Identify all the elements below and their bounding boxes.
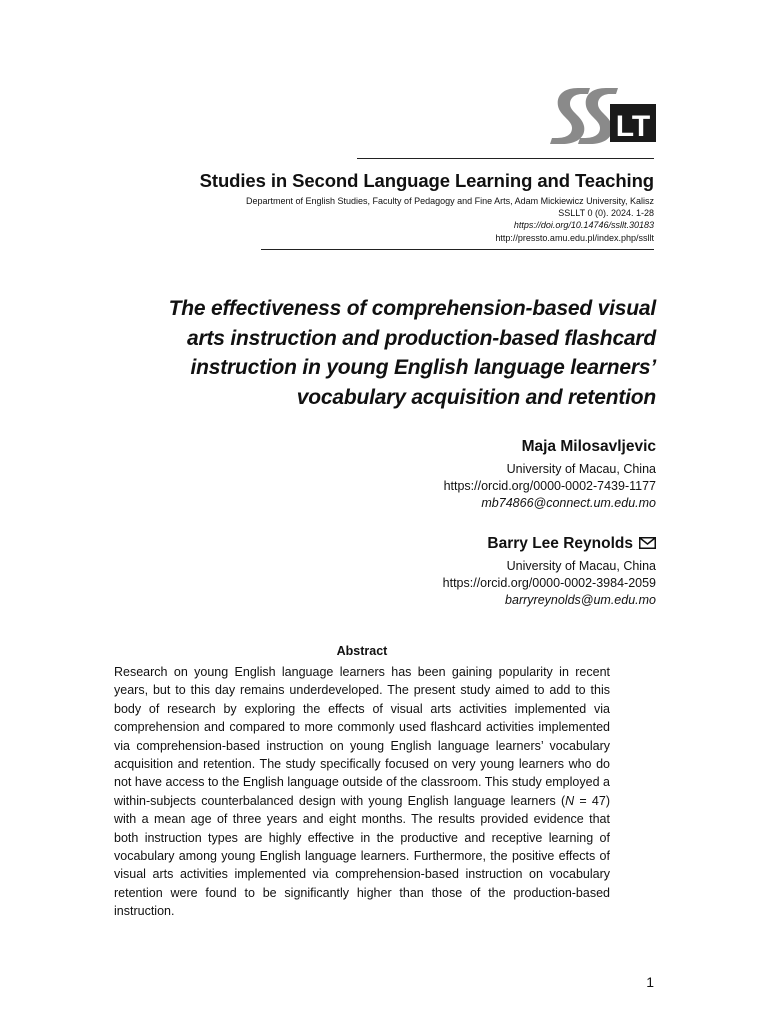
abstract-text: Research on young English language learners has been gaining popularity in recent years, but to this day remains underdeveloped. The present study aimed to add to this body of research by exploring the effects of visual arts activities implemented via comprehension and compared to more commonly used flashcard activities implemented via comprehension-based instruction on young English language learners’ vocabulary acquisition and retention. The study specifically focused on very young learners who do not have access to the English language outside of the classroom. This study employed a within-subjects counterbalanced design with young English language learners (N = 47) with a mean age of three years and eight months. The results provided evidence that both instruction types are highly effective in the productive and receptive learning of vocabulary among young English language learners. Furthermore, the positive effects of visual arts activities implemented via comprehension-based instruction on vocabulary retention were found to be significantly higher than those of the production-based instruction. <box>114 665 610 919</box>
author-affiliation: University of Macau, China <box>506 462 656 476</box>
svg-text:LT: LT <box>615 110 651 143</box>
journal-meta <box>94 195 654 244</box>
author-email-link[interactable]: barryreynolds@um.edu.mo <box>505 593 656 607</box>
journal-doi-link[interactable]: https://doi.org/10.14746/ssllt.30183 <box>513 220 654 231</box>
author-orcid-link[interactable]: https://orcid.org/0000-0002-3984-2059 <box>442 576 656 590</box>
abstract-heading: Abstract <box>336 644 388 658</box>
n-symbol: N <box>565 793 575 808</box>
author-orcid-link[interactable]: https://orcid.org/0000-0002-7439-1177 <box>443 479 656 493</box>
journal-title: Studies in Second Language Learning and Teaching <box>199 170 654 191</box>
header-top-rule <box>357 158 654 159</box>
journal-url-link[interactable]: http://pressto.amu.edu.pl/index.php/ssllt <box>495 232 654 243</box>
paper-title-line: vocabulary acquisition and retention <box>296 385 656 409</box>
page-number: 1 <box>646 974 654 990</box>
paper-title-line: instruction in young English language learners’ <box>190 356 656 379</box>
journal-logo <box>548 84 658 146</box>
author-name: Maja Milosavljevic <box>521 438 656 455</box>
journal-department: Department of English Studies, Faculty of Pedagogy and Fine Arts, Adam Mickiewicz University, Kalisz <box>245 196 654 206</box>
author-affiliation: University of Macau, China <box>506 559 656 573</box>
author-email-link[interactable]: mb74866@connect.um.edu.mo <box>481 496 656 510</box>
author-name: Barry Lee Reynolds <box>487 535 633 552</box>
mail-icon[interactable] <box>639 537 656 549</box>
paper-title <box>60 294 656 412</box>
paper-title-line: arts instruction and production-based flashcard <box>187 326 656 350</box>
paper-title-line: The effectiveness of comprehension-based visual <box>168 297 656 320</box>
author-block <box>156 436 656 512</box>
author-block <box>156 533 656 609</box>
header-bottom-rule <box>261 249 654 250</box>
journal-issue: SSLLT 0 (0). 2024. 1-28 <box>558 208 654 219</box>
